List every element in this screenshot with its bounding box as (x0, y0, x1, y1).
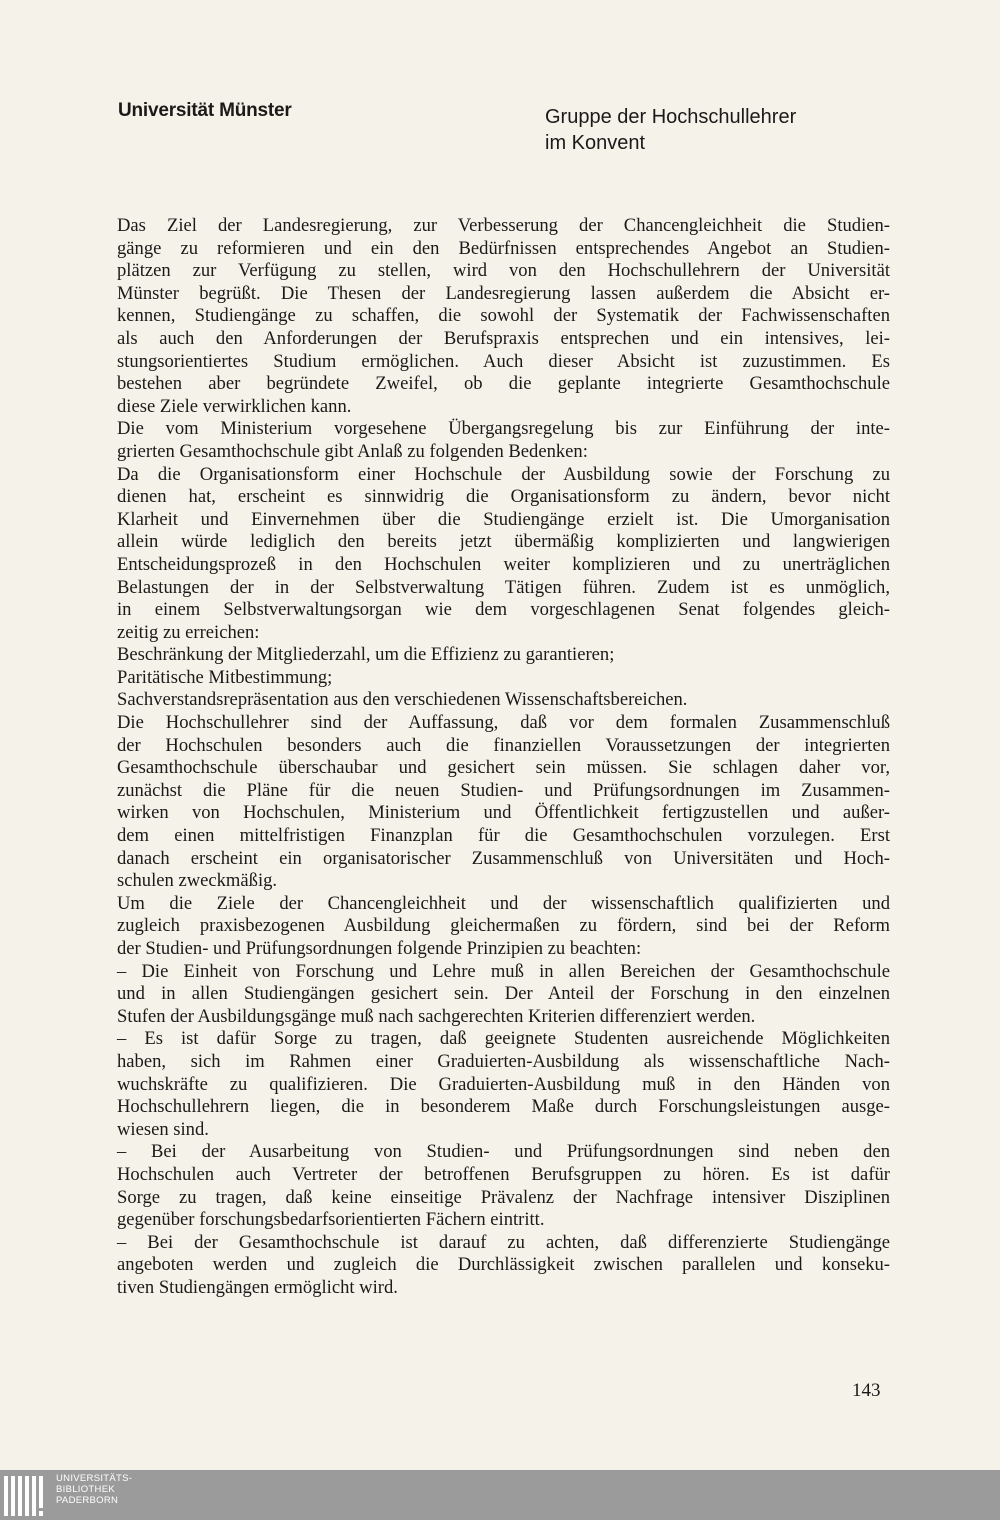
group-title (545, 104, 796, 156)
body-line: Das Ziel der Landesregierung, zur Verbesserung der Chancengleichheit die Studien- (117, 215, 890, 236)
library-name-line-3: PADERBORN (56, 1495, 119, 1506)
body-line: Sachverstandsrepräsentation aus den verschiedenen Wissenschaftsbereichen. (117, 689, 688, 711)
body-line: diese Ziele verwirklichen kann. (117, 395, 352, 417)
body-line: Um die Ziele der Chancengleichheit und der wissenschaftlich qualifizierten und (117, 892, 890, 914)
body-line: gänge zu reformieren und ein den Bedürfnissen entsprechendes Angebot an Studien- (117, 237, 890, 259)
body-line: plätzen zur Verfügung zu stellen, wird von den Hochschullehrern der Universität (117, 260, 890, 282)
body-line: angeboten werden und zugleich die Durchlässigkeit zwischen parallelen und konseku- (117, 1254, 890, 1276)
body-line: dem einen mittelfristigen Finanzplan für die Gesamthochschulen vorzulegen. Erst (117, 825, 890, 847)
body-line: stungsorientiertes Studium ermöglichen. Auch dieser Absicht ist zuzustimmen. Es (117, 350, 890, 372)
body-line: Münster begrüßt. Die Thesen der Landesregierung lassen außerdem die Absicht er- (117, 282, 890, 304)
body-line: bestehen aber begründete Zweifel, ob die geplante integrierte Gesamthochschule (117, 373, 890, 395)
body-line: haben, sich im Rahmen einer Graduierten-Ausbildung als wissenschaftliche Nach- (117, 1050, 890, 1072)
body-line: – Die Einheit von Forschung und Lehre muß in allen Bereichen der Gesamthochschule (117, 960, 890, 982)
body-line: der Hochschulen besonders auch die finanziellen Voraussetzungen der integrierten (117, 734, 890, 756)
body-line: Belastungen der in der Selbstverwaltung Tätigen führen. Zudem ist es unmöglich, (117, 576, 890, 598)
library-footer-bar (0, 1470, 1000, 1520)
body-line: wuchskräfte zu qualifizieren. Die Graduierten-Ausbildung muß in den Händen von (117, 1073, 890, 1095)
body-line: gegenüber forschungsbedarfsorientierten Fächern eintritt. (117, 1209, 545, 1231)
body-line: tiven Studiengängen ermöglicht wird. (117, 1276, 398, 1298)
library-name-line-2: BIBLIOTHEK (56, 1484, 115, 1495)
body-line: – Bei der Gesamthochschule ist darauf zu achten, daß differenzierte Studiengänge (117, 1231, 890, 1253)
body-line: Hochschullehrern liegen, die in besonderem Maße durch Forschungsleistungen ausge- (117, 1096, 890, 1118)
body-line: – Es ist dafür Sorge zu tragen, daß geeignete Studenten ausreichende Möglichkeiten (117, 1028, 890, 1050)
body-line: zeitig zu erreichen: (117, 621, 260, 643)
body-line: kennen, Studiengänge zu schaffen, die sowohl der Systematik der Fachwissenschaften (117, 305, 890, 327)
body-line: grierten Gesamthochschule gibt Anlaß zu folgenden Bedenken: (117, 440, 588, 462)
body-line: in einem Selbstverwaltungsorgan wie dem vorgeschlagenen Senat folgendes gleich- (117, 599, 890, 621)
group-title-line-1: Gruppe der Hochschullehrer (545, 106, 797, 128)
body-line: Da die Organisationsform einer Hochschule der Ausbildung sowie der Forschung zu (117, 463, 890, 485)
library-logo-icon (4, 1476, 48, 1516)
body-line: zugleich praxisbezogenen Ausbildung gleichermaßen zu fördern, sind bei der Reform (117, 915, 890, 937)
body-line: danach erscheint ein organisatorischer Zusammenschluß von Universitäten und Hoch- (117, 847, 890, 869)
body-line: Die vom Ministerium vorgesehene Übergangsregelung bis zur Einführung der inte- (117, 418, 890, 440)
body-line: wiesen sind. (117, 1118, 209, 1140)
body-line: Paritätische Mitbestimmung; (117, 666, 333, 688)
body-line: der Studien- und Prüfungsordnungen folgende Prinzipien zu beachten: (117, 938, 642, 959)
body-line: wirken von Hochschulen, Ministerium und Öffentlichkeit fertigzustellen und außer- (117, 802, 890, 824)
body-line: – Bei der Ausarbeitung von Studien- und Prüfungsordnungen sind neben den (117, 1141, 890, 1163)
body-line: schulen zweckmäßig. (117, 870, 278, 892)
body-line: Sorge zu tragen, daß keine einseitige Prävalenz der Nachfrage intensiver Disziplinen (117, 1186, 890, 1208)
body-line: und in allen Studiengängen gesichert sein. Der Anteil der Forschung in den einzelnen (117, 983, 890, 1005)
library-name (56, 1473, 132, 1506)
body-line: allein würde lediglich den bereits jetzt übermäßig komplizierten und langwierigen (117, 531, 890, 553)
body-line: Die Hochschullehrer sind der Auffassung, daß vor dem formalen Zusammenschluß (117, 712, 890, 734)
body-text (117, 215, 890, 1300)
body-line: Beschränkung der Mitgliederzahl, um die Effizienz zu garantieren; (117, 644, 615, 666)
body-line: Gesamthochschule überschaubar und gesichert sein müssen. Sie schlagen daher vor, (117, 757, 890, 779)
body-line: zunächst die Pläne für die neuen Studien- und Prüfungsordnungen im Zusammen- (117, 779, 890, 801)
body-line: Entscheidungsprozeß in den Hochschulen weiter komplizieren und zu unerträglichen (117, 553, 890, 575)
body-line: dienen hat, erscheint es sinnwidrig die Organisationsform zu ändern, bevor nicht (117, 486, 890, 508)
body-line: als auch den Anforderungen der Berufspraxis entsprechen und ein intensives, lei- (117, 327, 890, 349)
body-line: Hochschulen auch Vertreter der betroffenen Berufsgruppen zu hören. Es ist dafür (117, 1163, 890, 1185)
library-name-line-1: UNIVERSITÄTS- (56, 1473, 133, 1484)
page-number: 143 (852, 1380, 881, 1401)
group-title-line-2: im Konvent (545, 132, 646, 154)
body-line: Stufen der Ausbildungsgänge muß nach sachgerechten Kriterien differenziert werden. (117, 1005, 756, 1027)
university-title: Universität Münster (118, 100, 292, 121)
body-line: Klarheit und Einvernehmen über die Studiengänge erzielt ist. Die Umorganisation (117, 508, 890, 530)
